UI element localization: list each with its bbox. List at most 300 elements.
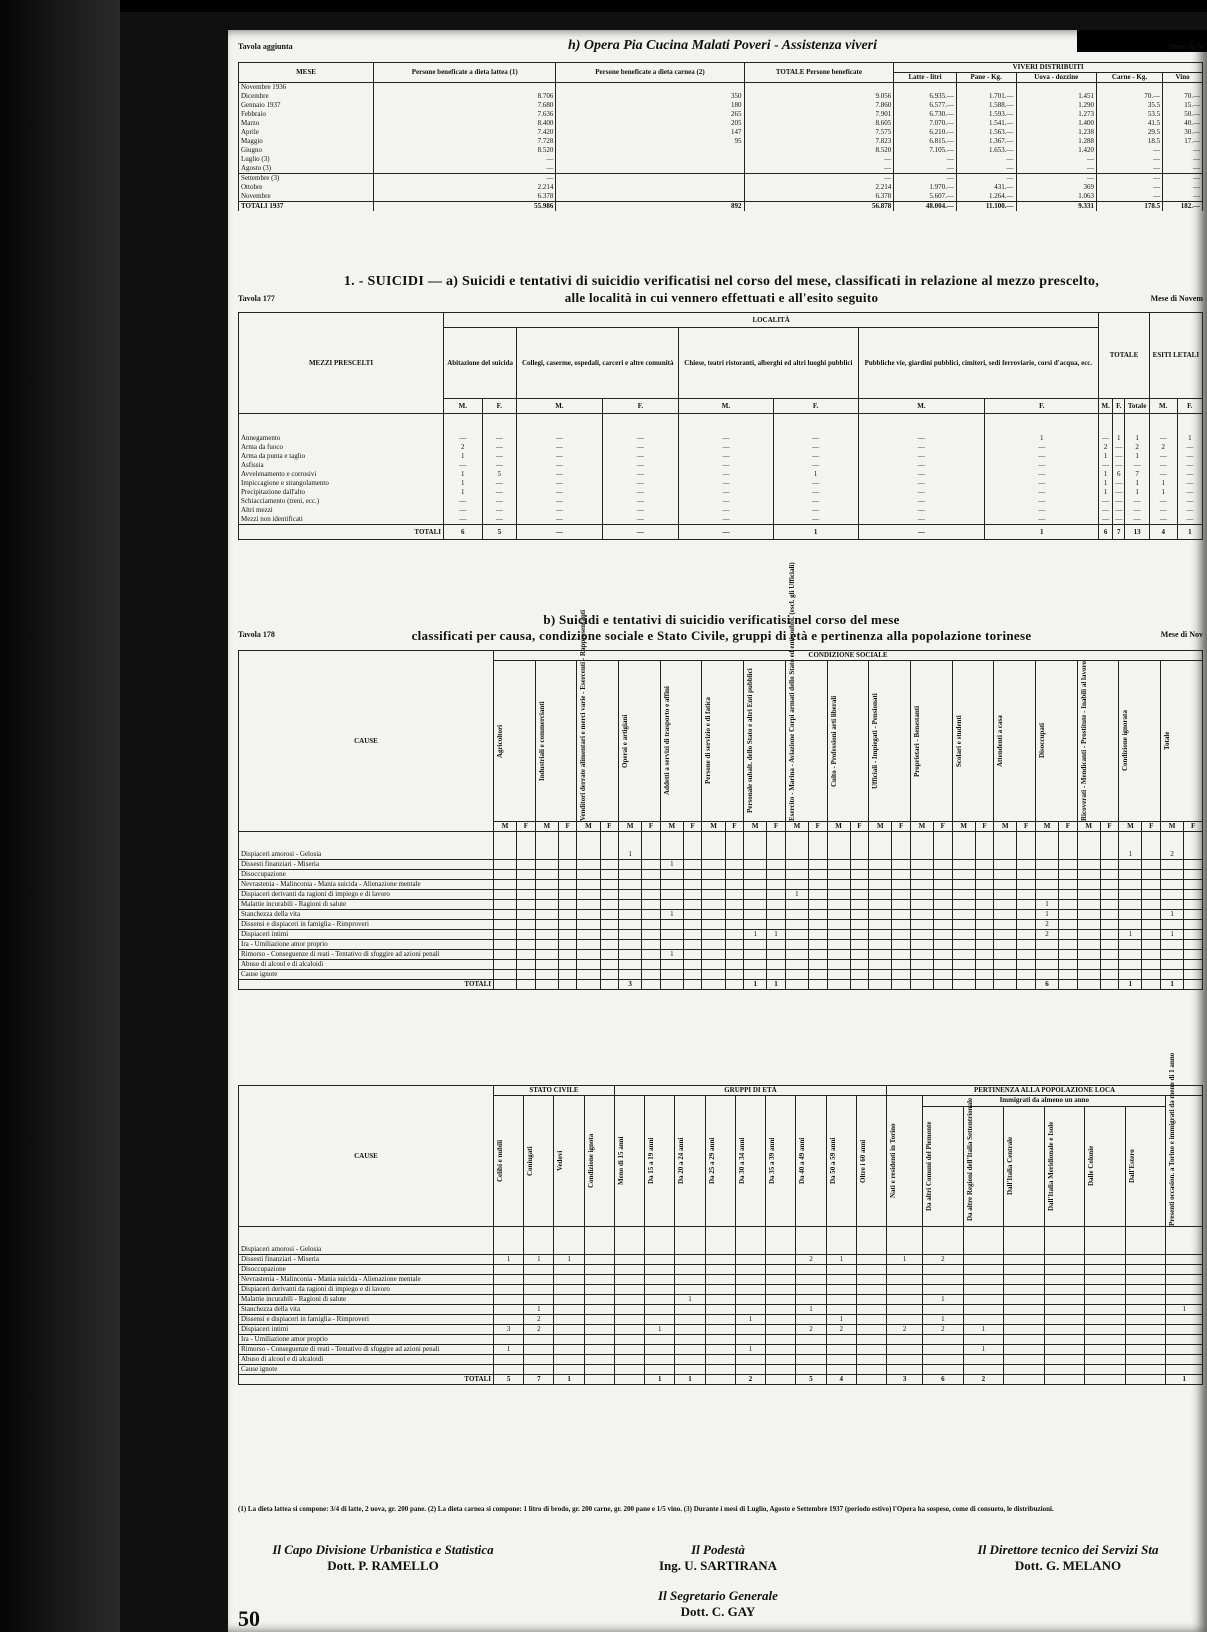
t2-title-line1: 1. - SUICIDI — a) Suicidi e tentativi di suicidio verificatisi nel corso del mese, classificati in relazione al mezzo prescelto, — [343, 274, 1100, 289]
t4-cell: 1 — [494, 1345, 524, 1355]
t3-cell: 1 — [785, 890, 808, 900]
t2-cell: — — [444, 461, 483, 470]
t3-cell — [785, 860, 808, 870]
t3-cell — [934, 890, 953, 900]
t3-cell — [952, 832, 975, 860]
t2-cell: 1 — [1177, 414, 1202, 444]
t2-col-m: M. — [444, 399, 483, 414]
t2-cell: 13 — [1125, 525, 1149, 540]
t2-cell: — — [482, 515, 517, 525]
t3-cell — [952, 980, 975, 990]
t3-cell — [952, 930, 975, 940]
t4-cell: 1 — [923, 1315, 964, 1325]
t1-cell: — — [1163, 174, 1203, 184]
t2-cell: — — [773, 461, 858, 470]
t3-col-cond-label: Persone di servizio e di fatica — [704, 697, 713, 785]
t3-cell — [1059, 960, 1078, 970]
t4-cell — [1004, 1305, 1045, 1315]
t1-cell: 29.5 — [1096, 128, 1162, 137]
t1-cell — [1096, 83, 1162, 93]
t1-cell: 7.901 — [744, 110, 894, 119]
t2-cell: — — [773, 515, 858, 525]
t3-cell — [517, 890, 536, 900]
t4-cell — [554, 1305, 584, 1315]
t1-cell: — — [374, 155, 556, 164]
t3-cell — [683, 950, 702, 960]
t2-cell: — — [1113, 452, 1125, 461]
t3-col-cond-label: Industriali e commercianti — [537, 701, 546, 781]
t3-cell — [494, 870, 517, 880]
t2-cell: — — [482, 506, 517, 515]
t4-cell — [923, 1345, 964, 1355]
t3-cell — [535, 890, 558, 900]
t3-cell — [1119, 890, 1142, 900]
t2-cell: — — [517, 525, 602, 540]
t2-cell: 1 — [1125, 479, 1149, 488]
t3-cell — [744, 950, 767, 960]
signature-secretary-title: Il Segretario Generale — [658, 1588, 778, 1603]
t2-cell: — — [602, 414, 679, 444]
t3-cell — [975, 860, 994, 870]
t3-col-cond — [744, 661, 786, 822]
t4-cell: 1 — [826, 1315, 856, 1325]
t3-cell — [869, 860, 892, 870]
t1-header — [238, 38, 1207, 58]
t3-cell — [785, 980, 808, 990]
t4-cell — [1085, 1265, 1126, 1275]
t3-title-line2: classificati per causa, condizione sociale e Stato Civile, gruppi di età e pertinenza alla popolazione torinese — [411, 628, 1032, 643]
t3-cell — [869, 910, 892, 920]
t3-col-cond-label: Ricoverati - Mendicanti - Prostitute - Inabili al lavoro — [1079, 661, 1088, 821]
t1-cell: — — [1096, 155, 1162, 164]
t1-cell: 41.5 — [1096, 119, 1162, 128]
t4-cell — [1044, 1345, 1085, 1355]
t2-cell: — — [985, 497, 1099, 506]
t3-col-f: F — [725, 822, 744, 832]
t1-cell: 35.5 — [1096, 101, 1162, 110]
t2-cell: — — [1099, 497, 1113, 506]
t4-cell — [735, 1305, 765, 1315]
t3-cell — [934, 860, 953, 870]
t3-cell — [619, 970, 642, 980]
t3-cell — [1161, 920, 1184, 930]
t3-col-m: M — [1077, 822, 1100, 832]
t3-cell — [683, 870, 702, 880]
t3-cell — [869, 900, 892, 910]
t2-cell: — — [1125, 506, 1149, 515]
t3-cell — [1017, 930, 1036, 940]
t3-cell — [619, 960, 642, 970]
t3-cell — [558, 980, 577, 990]
t3-cell — [767, 870, 786, 880]
t2-col-loc: Collegi, caserme, ospedali, carceri e altre comunità — [517, 328, 679, 399]
t1-cell: 1.264.— — [956, 192, 1016, 202]
t4-cell — [826, 1355, 856, 1365]
t3-col-cause: CAUSE — [239, 651, 494, 832]
t3-cell — [1017, 920, 1036, 930]
t3-cell — [1119, 920, 1142, 930]
t2-cell: 5 — [482, 470, 517, 479]
t2-cell: — — [985, 443, 1099, 452]
t4-header-row — [239, 1086, 1203, 1096]
t3-col-f: F — [1059, 822, 1078, 832]
t4-cell: 2 — [796, 1255, 826, 1265]
t3-cell — [494, 960, 517, 970]
signature-mid-title: Il Podestà — [691, 1542, 745, 1557]
t3-cell — [1077, 860, 1100, 870]
t1-cell — [556, 183, 744, 192]
t2-row-label: Arma da punta e taglio — [239, 452, 444, 461]
t3-col-m: M — [577, 822, 600, 832]
t3-row — [239, 950, 1203, 960]
t3-cell — [975, 960, 994, 970]
t3-cell — [535, 832, 558, 860]
t3-cell — [558, 950, 577, 960]
t4-cell — [554, 1227, 584, 1255]
t2-cell: — — [517, 506, 602, 515]
t3-cell — [600, 950, 619, 960]
t3-col-cond-label: Culto - Professioni arti liberali — [829, 695, 838, 787]
t4-cell — [796, 1355, 826, 1365]
t2-cell: — — [517, 515, 602, 525]
t1-cell: 55.986 — [374, 202, 556, 212]
t3-cell — [1059, 890, 1078, 900]
t1-cell: 11.100.— — [956, 202, 1016, 212]
t2-col-f: F. — [482, 399, 517, 414]
t3-cell — [619, 920, 642, 930]
t3-row-label: Dissesti finanziari - Miseria — [239, 860, 494, 870]
t2-header — [238, 294, 1207, 306]
t2-cell: — — [482, 452, 517, 461]
t3-cell — [767, 940, 786, 950]
t3-cell — [910, 920, 933, 930]
t3-cell: 3 — [619, 980, 642, 990]
t3-cell — [1184, 910, 1203, 920]
t3-col-cond — [577, 609, 619, 822]
t2-cell: — — [1177, 515, 1202, 525]
t3-row-label: Dispiaceri derivanti da ragioni di impiego e di lavoro — [239, 890, 494, 900]
t3-cell — [535, 980, 558, 990]
t3-cell — [1059, 880, 1078, 890]
t3-cell — [702, 980, 725, 990]
t2-cell: 6 — [444, 525, 483, 540]
t3-cell — [1184, 940, 1203, 950]
t3-cell — [619, 900, 642, 910]
t3-cell: 1 — [744, 980, 767, 990]
t4-col-label: Dall'Italia Meridionale e Isole — [1046, 1121, 1055, 1212]
t3-col-cond-label: Personale subalt. dello Stato e altri Enti pubblici — [746, 668, 755, 814]
t1-cell: 7.575 — [744, 128, 894, 137]
t3-cell — [619, 940, 642, 950]
t4-cell — [705, 1275, 735, 1285]
t3-col-cond — [994, 661, 1036, 822]
t4-cell — [1004, 1315, 1045, 1325]
t3-cell — [1100, 980, 1119, 990]
t2-row-label: Precipitazione dall'alto — [239, 488, 444, 497]
t4-cell — [1004, 1335, 1045, 1345]
t3-cell — [660, 930, 683, 940]
t3-cell — [975, 940, 994, 950]
t4-col-label: Da altre Regioni dell'Italia Settentrionale — [965, 1098, 974, 1222]
t3-cell — [808, 940, 827, 950]
t1-cell: — — [1016, 174, 1096, 184]
t3-cell — [808, 950, 827, 960]
t3-cell — [994, 890, 1017, 900]
t3-cell — [910, 890, 933, 900]
t3-cell — [850, 832, 869, 860]
t4-row-label: Nevrastenia - Malinconia - Mania suicida - Alienazione mentale — [239, 1275, 494, 1285]
t4-cell — [766, 1295, 796, 1305]
t2-cell: — — [1177, 479, 1202, 488]
t4-col — [524, 1096, 554, 1227]
t3-col-cond — [535, 661, 577, 822]
t4-cell — [524, 1365, 554, 1375]
t2-cell: — — [482, 488, 517, 497]
t3-cell — [994, 832, 1017, 860]
t3-cell — [1059, 930, 1078, 940]
t3-cell — [869, 920, 892, 930]
t4-col-label: Da 15 a 19 anni — [647, 1137, 656, 1185]
t3-cell — [808, 920, 827, 930]
t3-cell — [869, 960, 892, 970]
t4-cell — [645, 1355, 675, 1365]
t3-cell — [1184, 900, 1203, 910]
t3-cell — [1142, 970, 1161, 980]
t4-cell: 1 — [524, 1255, 554, 1265]
t3-cell — [850, 950, 869, 960]
t2-cell: — — [602, 497, 679, 506]
t2-cell: 1 — [444, 488, 483, 497]
t4-cell: 1 — [887, 1255, 923, 1265]
t3-cell — [934, 960, 953, 970]
t4-cell — [735, 1227, 765, 1255]
t3-cell — [642, 980, 661, 990]
t4-col — [766, 1096, 796, 1227]
t3-cell — [1077, 950, 1100, 960]
t4-cell — [645, 1305, 675, 1315]
t3-col-cond-label: Disoccupati — [1037, 723, 1046, 759]
t4-cell: 1 — [524, 1305, 554, 1315]
t3-cell — [1077, 920, 1100, 930]
t1-cell: — — [1016, 155, 1096, 164]
t3-cell — [642, 832, 661, 860]
t3-cell — [994, 970, 1017, 980]
t3-cell — [660, 970, 683, 980]
t2-cell: — — [773, 414, 858, 444]
t3-cell — [952, 970, 975, 980]
t2-row-label: TOTALI — [239, 525, 444, 540]
t1-cell: 6.935.— — [894, 92, 957, 101]
t4-cell — [1085, 1227, 1126, 1255]
t3-cell — [785, 832, 808, 860]
t3-col-m: M — [1161, 822, 1184, 832]
t1-cell: 350 — [556, 92, 744, 101]
t1-cell: 1.593.— — [956, 110, 1016, 119]
t3-cell — [1059, 870, 1078, 880]
t4-cell — [675, 1335, 705, 1345]
t4-cell: 2 — [963, 1375, 1004, 1385]
t3-cell — [1142, 950, 1161, 960]
t2-cell: — — [858, 525, 985, 540]
t2-cell: — — [1125, 497, 1149, 506]
t4-cell — [614, 1275, 644, 1285]
t1-cell: 6.378 — [744, 192, 894, 202]
t3-cell — [975, 900, 994, 910]
t3-cell: 2 — [1161, 832, 1184, 860]
t3-cell — [1035, 880, 1058, 890]
t4-cell — [584, 1265, 614, 1275]
t3-col-cond — [702, 661, 744, 822]
t4-cell: 2 — [524, 1325, 554, 1335]
t3-cell — [952, 890, 975, 900]
t4-cell — [645, 1295, 675, 1305]
t2-cell: — — [1099, 414, 1113, 444]
t4-cell — [856, 1255, 886, 1265]
t3-cell — [725, 870, 744, 880]
t1-row — [239, 101, 1203, 110]
t4-cell — [1044, 1265, 1085, 1275]
t4-cell — [675, 1285, 705, 1295]
t3-cell — [850, 900, 869, 910]
t4-cell — [887, 1315, 923, 1325]
t3-row — [239, 930, 1203, 940]
t4-col — [645, 1096, 675, 1227]
t3-cell — [892, 980, 911, 990]
t4-cell: 1 — [675, 1295, 705, 1305]
t3-cell — [1100, 860, 1119, 870]
t2-cell: — — [1149, 515, 1177, 525]
t1-cell: 17.— — [1163, 137, 1203, 146]
t4-cell — [494, 1365, 524, 1375]
t2-cell: — — [679, 488, 773, 497]
t2-cell: — — [602, 515, 679, 525]
t3-cell — [934, 970, 953, 980]
t4-cell — [766, 1255, 796, 1265]
t3-row — [239, 910, 1203, 920]
t2-cell: — — [517, 452, 602, 461]
t3-cell — [577, 860, 600, 870]
t4-col-gruppi: GRUPPI DI ETÀ — [614, 1086, 886, 1096]
t3-col-cond-label: Esercito - Marina - Aviazione Corpi armati dello Stato ed enti pubbl. (escl. gli Ufficiali) — [787, 562, 796, 821]
t4-cell — [584, 1285, 614, 1295]
t3-cell — [1077, 940, 1100, 950]
t3-cell — [975, 880, 994, 890]
table-suicidi-stato-eta — [238, 1052, 1203, 1385]
t4-cell — [524, 1227, 554, 1255]
t2-cell: — — [1113, 488, 1125, 497]
t3-cell — [660, 870, 683, 880]
t3-cell — [827, 960, 850, 970]
t4-cell: 1 — [645, 1375, 675, 1385]
t4-cell: 2 — [887, 1325, 923, 1335]
t3-cell — [558, 960, 577, 970]
t1-cell: — — [744, 174, 894, 184]
t3-cell — [1119, 950, 1142, 960]
t4-cell — [826, 1305, 856, 1315]
t2-cell: — — [1177, 452, 1202, 461]
t4-cell — [1166, 1227, 1203, 1255]
t3-col-cond-label: Venditori derrate alimentari e merci varie - Esercenti - Rappresentanti — [579, 609, 588, 821]
t2-cell: — — [1149, 452, 1177, 461]
t4-cell: 2 — [923, 1255, 964, 1265]
t4-cell — [554, 1295, 584, 1305]
t3-row — [239, 970, 1203, 980]
t3-cell — [808, 970, 827, 980]
t4-cell — [796, 1275, 826, 1285]
t3-cell — [600, 870, 619, 880]
t4-cell — [705, 1295, 735, 1305]
t3-col-f: F — [1100, 822, 1119, 832]
t2-col-m: M. — [517, 399, 602, 414]
t3-cell — [808, 870, 827, 880]
t4-cell — [1085, 1275, 1126, 1285]
t2-cell: 1 — [1099, 488, 1113, 497]
t2-col-tot: Totale — [1125, 399, 1149, 414]
t1-cell: — — [956, 174, 1016, 184]
t2-cell: — — [858, 452, 985, 461]
t3-cell — [994, 870, 1017, 880]
t4-cell — [796, 1335, 826, 1345]
t3-cell — [869, 950, 892, 960]
t3-header — [238, 630, 1207, 642]
t4-col — [675, 1096, 705, 1227]
t3-col-m: M — [702, 822, 725, 832]
t2-cell: — — [1113, 461, 1125, 470]
t3-cell — [869, 880, 892, 890]
t3-cell — [1077, 970, 1100, 980]
t2-col-loc: Abitazione del suicida — [444, 328, 517, 399]
t4-col-label: Da 25 a 29 anni — [707, 1137, 716, 1185]
t3-cell — [850, 860, 869, 870]
t2-row — [239, 470, 1203, 479]
t2-cell: — — [444, 497, 483, 506]
t4-cell — [1004, 1365, 1045, 1375]
t4-cell: 2 — [826, 1325, 856, 1335]
t4-cell — [1125, 1315, 1166, 1325]
t4-row-label: Dispiaceri derivanti da ragioni di impiego e di lavoro — [239, 1285, 494, 1295]
t2-cell: — — [858, 479, 985, 488]
t3-cell — [910, 930, 933, 940]
t4-col-label: Nati e residenti in Torino — [889, 1123, 898, 1199]
t4-cell — [705, 1227, 735, 1255]
t4-cell — [735, 1285, 765, 1295]
t4-cell — [796, 1315, 826, 1325]
t3-cell — [952, 910, 975, 920]
t4-cell — [735, 1335, 765, 1345]
t4-cell — [963, 1255, 1004, 1265]
t4-cell — [554, 1315, 584, 1325]
t4-cell — [923, 1275, 964, 1285]
t3-cell — [1161, 950, 1184, 960]
t4-cell — [1044, 1227, 1085, 1255]
t2-cell: — — [679, 443, 773, 452]
t1-cell: 7.680 — [374, 101, 556, 110]
t2-cell: — — [1149, 414, 1177, 444]
t3-cell — [910, 880, 933, 890]
t3-cell — [702, 880, 725, 890]
t4-cell — [887, 1275, 923, 1285]
t1-cell: — — [894, 155, 957, 164]
t3-cell — [767, 970, 786, 980]
t2-row-label: Annegamento — [239, 414, 444, 444]
t3-cell — [683, 880, 702, 890]
t2-cell: — — [985, 470, 1099, 479]
t3-cell — [558, 880, 577, 890]
t3-cell — [1119, 880, 1142, 890]
t3-cell — [517, 960, 536, 970]
t3-cell — [1059, 980, 1078, 990]
t4-cell — [856, 1295, 886, 1305]
